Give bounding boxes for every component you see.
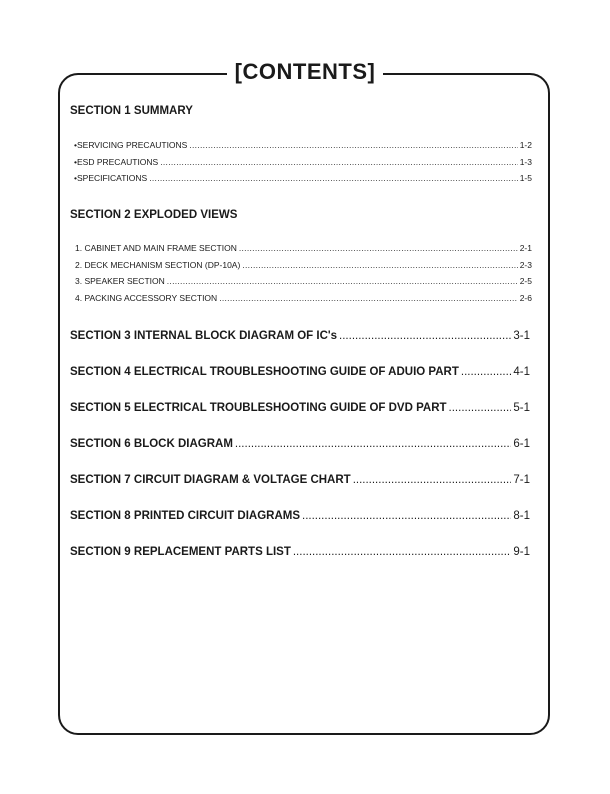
toc-section-page: 4-1 [513,366,530,378]
toc-section-page: 5-1 [513,402,530,414]
toc-section-page: 7-1 [513,474,530,486]
section-2-list [75,240,532,306]
toc-section-entry[interactable] [70,473,530,487]
leader-dots [189,137,517,154]
section-1-list [74,137,532,187]
toc-section-title: SECTION 5 ELECTRICAL TROUBLESHOOTING GUIDE OF DVD PART [70,402,447,414]
toc-section-title: SECTION 9 REPLACEMENT PARTS LIST [70,546,291,558]
toc-section-title: SECTION 4 ELECTRICAL TROUBLESHOOTING GUIDE OF ADUIO PART [70,366,459,378]
toc-entry[interactable] [74,137,532,154]
toc-entry[interactable] [75,257,532,274]
toc-entry[interactable] [75,240,532,257]
leader-dots [160,154,517,171]
toc-section-entry[interactable] [70,509,530,523]
toc-entry-page: 2-3 [519,259,532,270]
toc-entry[interactable] [75,290,532,307]
toc-section-page: 6-1 [513,438,530,450]
page-title: [CONTENTS] [227,58,384,86]
leader-dots [167,273,518,290]
toc-entry-page: 2-1 [519,243,532,253]
toc-entry-page: 1-2 [519,140,532,150]
toc-section-page: 8-1 [513,510,530,522]
toc-section-title: SECTION 6 BLOCK DIAGRAM [70,438,233,450]
toc-entry-title: • SERVICING PRECAUTIONS [74,137,187,154]
leader-dots [242,257,517,274]
toc-entry[interactable] [74,154,532,171]
toc-entry-page: 2-6 [519,292,532,303]
leader-dots [353,473,512,487]
leader-dots [449,401,512,415]
toc-entry-title: • SPECIFICATIONS [74,170,147,187]
toc-entry-title: 3. SPEAKER SECTION [75,276,165,286]
toc-entry-title: • ESD PRECAUTIONS [74,154,158,171]
section-2-heading: SECTION 2 EXPLODED VIEWS [70,209,238,221]
toc-section-title: SECTION 3 INTERNAL BLOCK DIAGRAM OF IC's [70,330,338,342]
toc-entry-page: 2-5 [519,276,532,286]
toc-section-title: SECTION 8 PRINTED CIRCUIT DIAGRAMS [70,510,301,522]
section-1-heading: SECTION 1 SUMMARY [70,105,193,117]
toc-section-page: 9-1 [513,546,530,558]
toc-section-entry[interactable] [70,437,530,451]
leader-dots [149,170,518,187]
toc-entry-page: 1-5 [519,173,532,183]
toc-section-entry[interactable] [70,401,530,415]
toc-entry[interactable] [75,273,532,290]
toc-entry-title: 4. PACKING ACCESSORY SECTION [75,292,218,303]
leader-dots [219,290,518,307]
toc-entry-title: 2. DECK MECHANISM SECTION (DP-10A) [75,259,241,270]
toc-section-title: SECTION 7 CIRCUIT DIAGRAM & VOLTAGE CHART [70,474,351,486]
leader-dots [302,509,511,523]
toc-entry[interactable] [74,170,532,187]
toc-entry-page: 1-3 [519,156,532,167]
toc-section-page: 3-1 [513,330,530,342]
title-wrap [0,58,610,86]
leader-dots [461,365,511,379]
toc-section-entry[interactable] [70,329,530,343]
toc-section-entry[interactable] [70,545,530,559]
leader-dots [293,545,512,559]
leader-dots [339,329,511,343]
toc-entry-title: 1. CABINET AND MAIN FRAME SECTION [75,243,237,253]
leader-dots [235,437,511,451]
leader-dots [239,240,518,257]
toc-section-entry[interactable] [70,365,530,379]
